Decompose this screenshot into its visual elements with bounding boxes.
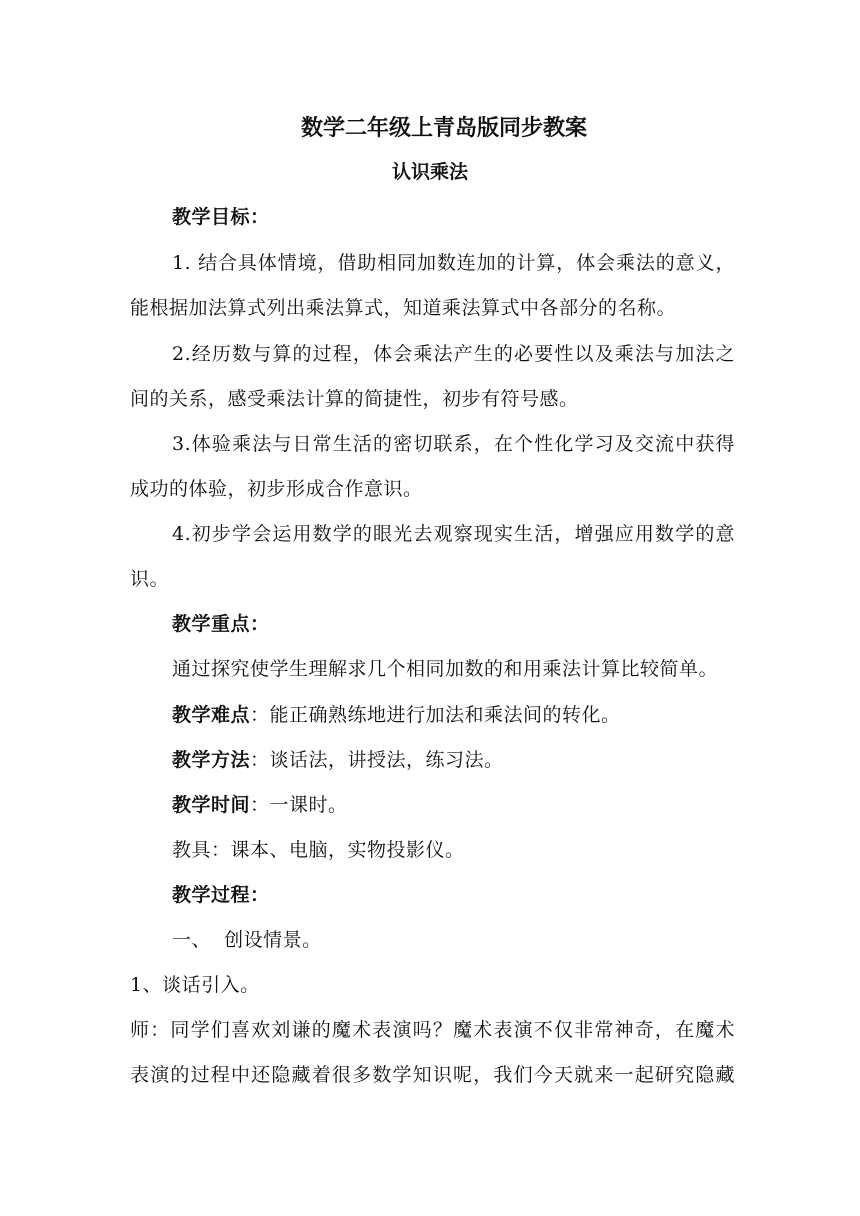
tools-text: 教具：课本、电脑，实物投影仪。 [172,839,465,861]
difficulty-label: 教学难点 [172,704,251,726]
method-text: ：谈话法，讲授法，练习法。 [250,749,504,771]
method-row [172,747,735,773]
objective-2-line-1: 2.经历数与算的过程，体会乘法产生的必要性以及乘法与加法之 [172,343,735,365]
objective-3-line-1: 3.体验乘法与日常生活的密切联系，在个性化学习及交流中获得 [172,433,735,455]
document-subtitle: 认识乘法 [391,161,468,183]
teacher-line-2: 表演的过程中还隐藏着很多数学知识呢，我们今天就来一起研究隐藏 [130,1064,735,1086]
objective-1-line-2: 能根据加法算式列出乘法算式，知道乘法算式中各部分的名称。 [130,297,677,319]
objective-2-line-2: 间的关系，感受乘法计算的简捷性，初步有符号感。 [130,388,579,410]
key-points-heading: 教学重点： [172,613,270,635]
method-label: 教学方法 [172,749,251,771]
section-1-heading: 一、 创设情景。 [172,929,322,951]
teacher-line-1: 师：同学们喜欢刘谦的魔术表演吗？魔术表演不仅非常神奇，在魔术 [130,1019,735,1041]
document-title: 数学二年级上青岛版同步教案 [300,116,587,141]
objective-4-line-1: 4.初步学会运用数学的眼光去观察现实生活，增强应用数学的意 [172,523,735,545]
difficulty-row [172,702,735,728]
time-text: ：一课时。 [250,794,348,816]
time-row [172,792,735,818]
objectives-heading: 教学目标： [172,206,270,228]
process-heading: 教学过程： [172,884,270,906]
step-1-text: 1、谈话引入。 [130,974,260,996]
difficulty-text: ：能正确熟练地进行加法和乘法间的转化。 [250,704,621,726]
time-label: 教学时间 [172,794,251,816]
objective-3-line-2: 成功的体验，初步形成合作意识。 [130,478,423,500]
objective-4-line-2: 识。 [130,568,170,590]
objective-1-line-1: 1. 结合具体情境，借助相同加数连加的计算，体会乘法的意义， [172,252,735,274]
key-points-text: 通过探究使学生理解求几个相同加数的和用乘法计算比较简单。 [172,658,719,680]
